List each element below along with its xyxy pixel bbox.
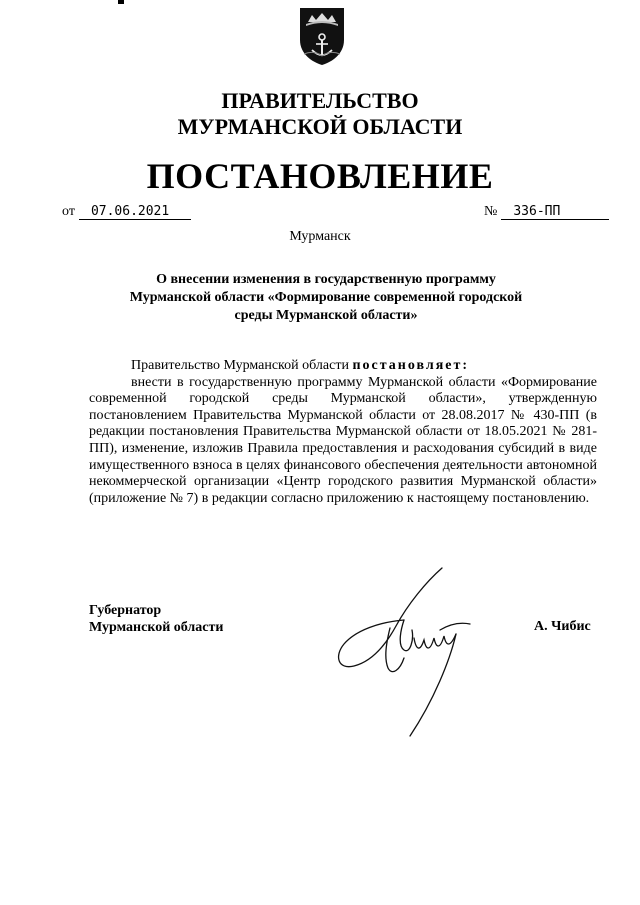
gov-title-line1: ПРАВИТЕЛЬСТВО — [221, 88, 419, 113]
body-paragraph: внести в государственную программу Мурманской области «Формирование современной городской среды Мурманской области», утвержденную постановлением Правительства Мурманской области от 28.08.2017 № 430-ПП (в редакции постановления Правительства Мурманской области от 18.05.2021 № 281-ПП), изменение, изложив Правила предоставления и расходования субсидий в виде имущественного взноса в целях финансового обеспечения деятельности автономной некоммерческой организации «Центр городского развития Мурманской области» (приложение № 7) в редакции согласно приложению к настоящему постановлению. — [89, 374, 597, 506]
government-title — [0, 88, 640, 140]
signer-name: А. Чибис — [534, 619, 591, 634]
handwritten-signature — [330, 560, 490, 740]
date-value: 07.06.2021 — [79, 204, 191, 220]
subject-line3: среды Мурманской области» — [234, 308, 418, 323]
number-value: 336-ПП — [501, 204, 609, 220]
signer-position-line1: Губернатор — [89, 603, 162, 618]
number-label: № — [484, 204, 498, 219]
date-label: от — [62, 204, 75, 219]
coat-of-arms-icon — [298, 6, 346, 66]
intro-line — [89, 358, 597, 375]
document-body — [89, 358, 597, 507]
subject-line2: Мурманской области «Формирование современной городской — [129, 290, 523, 305]
city: Мурманск — [289, 229, 351, 244]
scan-artifact — [118, 0, 124, 4]
document-date — [62, 204, 191, 220]
signer-position-line2: Мурманской области — [89, 620, 224, 635]
document-subject — [100, 271, 552, 325]
subject-line1: О внесении изменения в государственную программу — [156, 272, 496, 287]
intro-verb: постановляет: — [352, 358, 470, 373]
document-type-heading: ПОСТАНОВЛЕНИЕ — [146, 156, 494, 196]
intro-prefix: Правительство Мурманской области — [131, 358, 349, 373]
gov-title-line2: МУРМАНСКОЙ ОБЛАСТИ — [177, 114, 463, 139]
signer-position — [89, 602, 223, 636]
document-number — [484, 204, 609, 220]
